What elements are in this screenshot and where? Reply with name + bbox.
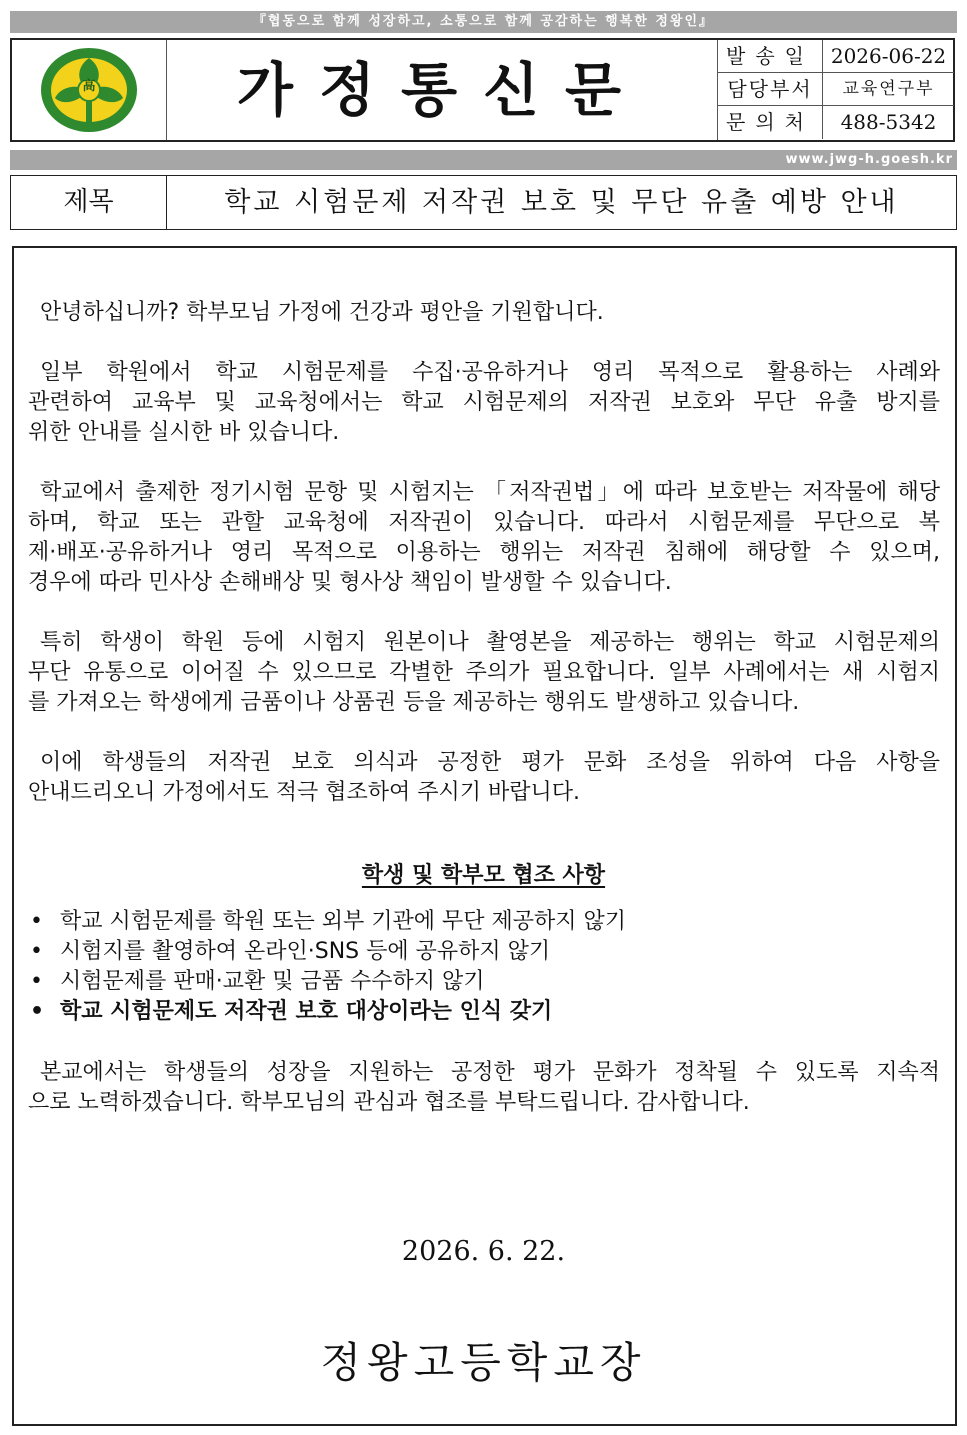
cooperation-list: [30, 907, 930, 1027]
paragraph-line: 안녕하십니까? 학부모님 가정에 건강과 평안을 기원합니다.: [40, 300, 604, 325]
paragraph-line: 무단 유통으로 이어질 수 있으므로 각별한 주의가 필요합니다. 일부 사례에서는 새 시험지: [28, 660, 940, 685]
list-item: [30, 997, 930, 1027]
bullet-icon: •: [30, 969, 43, 994]
emblem-character: 高: [82, 79, 96, 94]
contact-label: 문의처: [718, 106, 823, 139]
bullet-icon: •: [30, 939, 43, 964]
contact-value: 488-5342: [840, 110, 937, 134]
paragraph-closing: [28, 1058, 940, 1118]
paragraph-line: 위한 안내를 실시한 바 있습니다.: [28, 420, 340, 445]
paragraph-line: 하며, 학교 또는 관할 교육청에 저작권이 있습니다. 따라서 시험문제를 무단으로 복: [28, 510, 940, 535]
paragraph-line: 학교에서 출제한 정기시험 문항 및 시험지는 「저작권법」에 따라 보호받는 저작물에 해당: [40, 480, 940, 505]
section-title-text: 학생 및 학부모 협조 사항: [361, 863, 606, 888]
paragraph-line: 으로 노력하겠습니다. 학부모님의 관심과 협조를 부탁드립니다. 감사합니다.: [28, 1090, 750, 1115]
subject-label: 제목: [11, 176, 167, 229]
section-title: [0, 858, 967, 889]
principal-signature: 정왕고등학교장: [320, 1338, 647, 1387]
dept-label: 담당부서: [718, 73, 823, 106]
paragraph-greeting: [28, 298, 940, 328]
list-item-text: 시험지를 촬영하여 온라인·SNS 등에 공유하지 않기: [60, 939, 551, 964]
info-row-dept: [718, 73, 954, 106]
paragraph-request: [28, 748, 940, 808]
letter-header: [10, 38, 955, 142]
info-row-contact: [718, 106, 954, 139]
paragraph-line: 제·배포·공유하거나 영리 목적으로 이용하는 행위는 저작권 침해에 해당할 수 있으며,: [28, 540, 940, 565]
paragraph-line: 관련하여 교육부 및 교육청에서는 학교 시험문제의 저작권 보호와 무단 유출 방지를: [28, 390, 940, 415]
paragraph-line: 특히 학생이 학원 등에 시험지 원본이나 촬영본을 제공하는 행위는 학교 시험문제의: [40, 630, 940, 655]
bullet-icon: •: [30, 999, 45, 1024]
paragraph-line: 안내드리오니 가정에서도 적극 협조하여 주시기 바랍니다.: [28, 780, 581, 805]
page-title: 가정통신문: [236, 56, 648, 124]
paragraph-copyright-law: [28, 478, 940, 598]
send-date-label: 발송일: [718, 40, 823, 73]
paragraph-line: 경우에 따라 민사상 손해배상 및 형사상 책임이 발생할 수 있습니다.: [28, 570, 672, 595]
subject-text: 학교 시험문제 저작권 보호 및 무단 유출 예방 안내: [224, 187, 899, 218]
paragraph-line: 본교에서는 학생들의 성장을 지원하는 공정한 평가 문화가 정착될 수 있도록 지속적: [40, 1060, 940, 1085]
list-item: [30, 967, 930, 997]
paragraph-background: [28, 358, 940, 448]
send-date-value: 2026-06-22: [830, 44, 947, 68]
list-item-text: 시험문제를 판매·교환 및 금품 수수하지 않기: [60, 969, 485, 994]
paragraph-line: 이에 학생들의 저작권 보호 의식과 공정한 평가 문화 조성을 위하여 다음 사항을: [40, 750, 940, 775]
list-item-text: 학교 시험문제를 학원 또는 외부 기관에 무단 제공하지 않기: [60, 909, 626, 934]
list-item-text: 학교 시험문제도 저작권 보호 대상이라는 인식 갖기: [60, 999, 553, 1024]
info-row-send-date: [718, 40, 954, 73]
bullet-icon: •: [30, 909, 43, 934]
logo-cell: [12, 40, 167, 140]
paragraph-line: 일부 학원에서 학교 시험문제를 수집·공유하거나 영리 목적으로 활용하는 사례와: [40, 360, 940, 385]
info-table: [717, 40, 954, 140]
letter-date: 2026. 6. 22.: [401, 1236, 566, 1267]
dept-value: 교육연구부: [842, 79, 935, 99]
list-item: [30, 907, 930, 937]
paragraph-caution: [28, 628, 940, 718]
list-item: [30, 937, 930, 967]
website-link[interactable]: www.jwg-h.goesh.kr: [10, 150, 957, 170]
motto-banner: 『협동으로 함께 성장하고, 소통으로 함께 공감하는 행복한 정왕인』: [10, 11, 957, 33]
paragraph-line: 를 가져오는 학생에게 금품이나 상품권 등을 제공하는 행위도 발생하고 있습니다.: [28, 690, 800, 715]
subject-row: [10, 175, 957, 230]
